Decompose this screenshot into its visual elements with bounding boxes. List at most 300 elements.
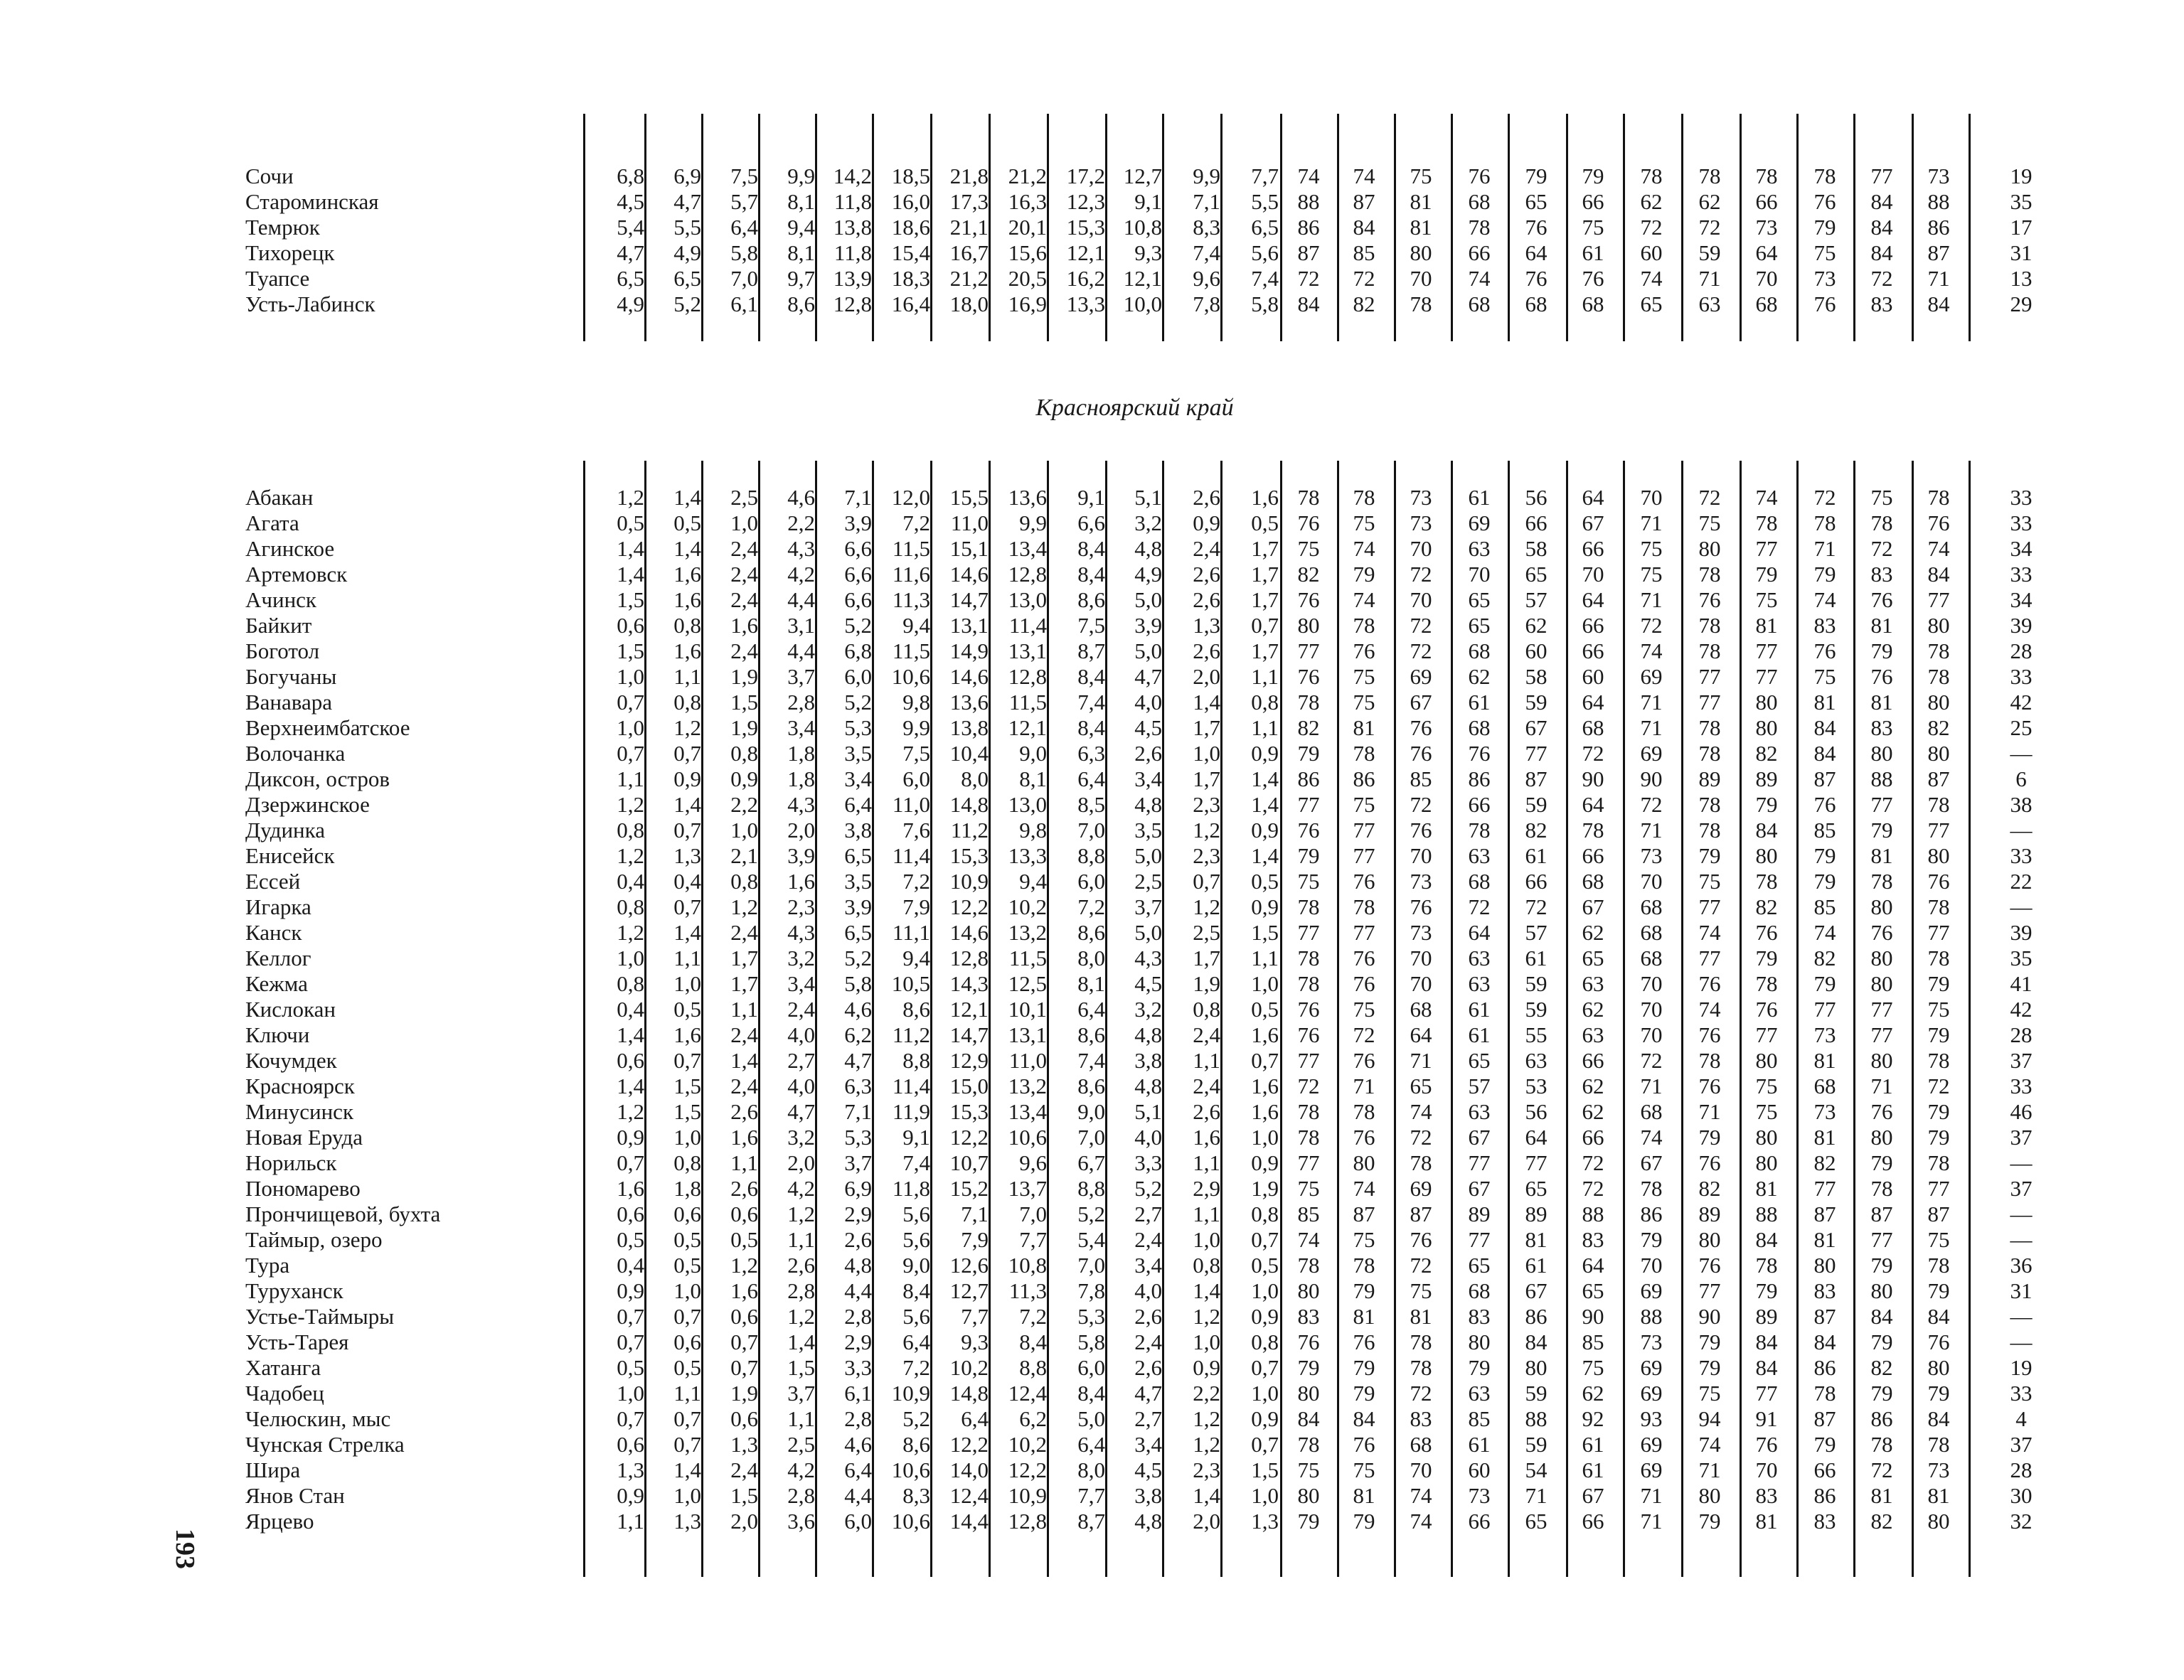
temp-cell: 1,4 <box>673 792 701 817</box>
station-name: Староминская <box>245 189 379 214</box>
table-row <box>0 536 2184 562</box>
station-name: Артемовск <box>245 562 348 587</box>
extra-cell: 25 <box>2010 715 2033 740</box>
humidity-cell: 87 <box>1927 766 1950 791</box>
temp-cell: 1,1 <box>1251 715 1279 740</box>
temp-cell: 1,0 <box>617 1381 644 1406</box>
temp-cell: 10,7 <box>949 1150 989 1175</box>
humidity-cell: 78 <box>1640 1176 1663 1201</box>
humidity-cell: 61 <box>1468 997 1491 1022</box>
humidity-cell: 71 <box>1698 266 1721 291</box>
humidity-cell: 74 <box>1353 587 1375 612</box>
temp-cell: 15,6 <box>1008 240 1047 265</box>
temp-cell: 7,4 <box>1077 1048 1105 1073</box>
temp-cell: 13,8 <box>949 715 989 740</box>
temp-cell: 10,6 <box>891 664 930 689</box>
temp-cell: 0,8 <box>1193 997 1220 1022</box>
temp-cell: 0,6 <box>617 1202 644 1226</box>
temp-cell: 5,2 <box>844 946 872 970</box>
humidity-cell: 79 <box>1297 843 1320 868</box>
humidity-cell: 76 <box>1698 1150 1721 1175</box>
humidity-cell: 81 <box>1870 613 1893 638</box>
humidity-cell: 84 <box>1297 291 1320 316</box>
temp-cell: 7,6 <box>902 818 930 842</box>
humidity-cell: 82 <box>1870 1509 1893 1534</box>
temp-cell: 1,6 <box>730 613 758 638</box>
humidity-cell: 75 <box>1640 562 1663 587</box>
humidity-cell: 78 <box>1927 1048 1950 1073</box>
humidity-cell: 71 <box>1640 510 1663 535</box>
temp-cell: 0,7 <box>673 894 701 919</box>
humidity-cell: 83 <box>1297 1304 1320 1329</box>
humidity-cell: 78 <box>1468 215 1491 240</box>
humidity-cell: 76 <box>1297 510 1320 535</box>
humidity-cell: 65 <box>1525 562 1548 587</box>
extra-cell: 41 <box>2010 971 2033 996</box>
temp-cell: 11,4 <box>892 1074 930 1098</box>
table-row <box>0 1074 2184 1099</box>
humidity-cell: 81 <box>1755 1509 1778 1534</box>
temp-cell: 5,3 <box>844 715 872 740</box>
temp-cell: 5,8 <box>844 971 872 996</box>
station-name: Канск <box>245 920 302 945</box>
humidity-cell: 79 <box>1927 1022 1950 1047</box>
temp-cell: 8,1 <box>787 240 815 265</box>
humidity-cell: 80 <box>1698 1483 1721 1508</box>
humidity-cell: 70 <box>1410 843 1432 868</box>
humidity-cell: 76 <box>1353 1432 1375 1457</box>
temp-cell: 4,8 <box>1134 792 1162 817</box>
temp-cell: 3,4 <box>1134 766 1162 791</box>
humidity-cell: 63 <box>1468 536 1491 561</box>
station-name: Норильск <box>245 1150 337 1175</box>
humidity-cell: 71 <box>1640 587 1663 612</box>
temp-cell: 1,1 <box>1193 1202 1220 1226</box>
temp-cell: 11,9 <box>892 1099 930 1124</box>
temp-cell: 1,6 <box>617 1176 644 1201</box>
temp-cell: 3,2 <box>1134 997 1162 1022</box>
temp-cell: 1,6 <box>730 1278 758 1303</box>
humidity-cell: 77 <box>1755 638 1778 663</box>
temp-cell: 4,3 <box>787 792 815 817</box>
temp-cell: 8,4 <box>1077 664 1105 689</box>
extra-cell: 42 <box>2010 690 2033 715</box>
temp-cell: 5,8 <box>1251 291 1279 316</box>
humidity-cell: 87 <box>1813 766 1836 791</box>
temp-cell: 9,0 <box>902 1253 930 1278</box>
temp-cell: 1,2 <box>787 1304 815 1329</box>
temp-cell: 4,9 <box>1134 562 1162 587</box>
humidity-cell: 79 <box>1755 946 1778 970</box>
temp-cell: 2,3 <box>1193 1457 1220 1482</box>
temp-cell: 6,2 <box>1019 1406 1047 1431</box>
humidity-cell: 73 <box>1813 1022 1836 1047</box>
extra-cell: — <box>2010 1304 2033 1329</box>
extra-cell: 34 <box>2010 536 2033 561</box>
humidity-cell: 77 <box>1813 997 1836 1022</box>
temp-cell: 2,8 <box>844 1406 872 1431</box>
temp-cell: 0,6 <box>673 1202 701 1226</box>
humidity-cell: 81 <box>1813 1227 1836 1252</box>
humidity-cell: 60 <box>1525 638 1548 663</box>
humidity-cell: 71 <box>1353 1074 1375 1098</box>
temp-cell: 1,3 <box>617 1457 644 1482</box>
temp-cell: 15,3 <box>1066 215 1105 240</box>
temp-cell: 1,6 <box>1193 1125 1220 1150</box>
temp-cell: 1,7 <box>730 971 758 996</box>
humidity-cell: 66 <box>1582 1125 1604 1150</box>
humidity-cell: 76 <box>1813 792 1836 817</box>
table-row <box>0 510 2184 536</box>
humidity-cell: 79 <box>1525 164 1548 188</box>
humidity-cell: 79 <box>1813 562 1836 587</box>
humidity-cell: 78 <box>1410 1150 1432 1175</box>
temp-cell: 8,8 <box>1077 1176 1105 1201</box>
temp-cell: 5,4 <box>617 215 644 240</box>
temp-cell: 10,8 <box>1123 215 1162 240</box>
temp-cell: 1,5 <box>617 638 644 663</box>
humidity-cell: 79 <box>1353 1278 1375 1303</box>
humidity-cell: 73 <box>1640 843 1663 868</box>
temp-cell: 4,7 <box>844 1048 872 1073</box>
temp-cell: 3,2 <box>1134 510 1162 535</box>
temp-cell: 9,1 <box>1077 485 1105 510</box>
temp-cell: 8,6 <box>902 1432 930 1457</box>
temp-cell: 6,0 <box>844 664 872 689</box>
humidity-cell: 60 <box>1640 240 1663 265</box>
humidity-cell: 90 <box>1698 1304 1721 1329</box>
humidity-cell: 78 <box>1927 894 1950 919</box>
humidity-cell: 78 <box>1870 1432 1893 1457</box>
temp-cell: 0,5 <box>1251 510 1279 535</box>
temp-cell: 12,2 <box>1008 1457 1047 1482</box>
humidity-cell: 66 <box>1582 613 1604 638</box>
humidity-cell: 65 <box>1468 1048 1491 1073</box>
temp-cell: 6,4 <box>844 1457 872 1482</box>
temp-cell: 9,9 <box>1193 164 1220 188</box>
humidity-cell: 76 <box>1927 869 1950 894</box>
temp-cell: 8,4 <box>1019 1329 1047 1354</box>
table-row <box>0 613 2184 638</box>
humidity-cell: 79 <box>1297 741 1320 766</box>
humidity-cell: 62 <box>1582 920 1604 945</box>
extra-cell: 17 <box>2010 215 2033 240</box>
temp-cell: 7,0 <box>1077 1125 1105 1150</box>
temp-cell: 0,6 <box>730 1304 758 1329</box>
humidity-cell: 79 <box>1640 1227 1663 1252</box>
temp-cell: 10,8 <box>1008 1253 1047 1278</box>
temp-cell: 2,9 <box>844 1329 872 1354</box>
humidity-cell: 74 <box>1297 1227 1320 1252</box>
humidity-cell: 78 <box>1297 1432 1320 1457</box>
humidity-cell: 60 <box>1582 664 1604 689</box>
humidity-cell: 69 <box>1410 664 1432 689</box>
temp-cell: 2,4 <box>730 1022 758 1047</box>
humidity-cell: 66 <box>1525 869 1548 894</box>
temp-cell: 1,2 <box>1193 1406 1220 1431</box>
humidity-cell: 94 <box>1698 1406 1721 1431</box>
humidity-cell: 84 <box>1927 562 1950 587</box>
temp-cell: 5,8 <box>730 240 758 265</box>
temp-cell: 4,0 <box>1134 1278 1162 1303</box>
temp-cell: 5,0 <box>1134 843 1162 868</box>
temp-cell: 0,7 <box>617 741 644 766</box>
humidity-cell: 88 <box>1297 189 1320 214</box>
extra-cell: 37 <box>2010 1125 2033 1150</box>
temp-cell: 0,9 <box>617 1483 644 1508</box>
temp-cell: 12,8 <box>1008 562 1047 587</box>
extra-cell: 37 <box>2010 1432 2033 1457</box>
temp-cell: 7,5 <box>1077 613 1105 638</box>
humidity-cell: 87 <box>1813 1406 1836 1431</box>
humidity-cell: 74 <box>1410 1099 1432 1124</box>
extra-cell: 33 <box>2010 485 2033 510</box>
temp-cell: 16,3 <box>1008 189 1047 214</box>
humidity-cell: 84 <box>1297 1406 1320 1431</box>
humidity-cell: 75 <box>1410 164 1432 188</box>
temp-cell: 2,4 <box>1134 1227 1162 1252</box>
extra-cell: 6 <box>2015 766 2027 791</box>
temp-cell: 1,4 <box>787 1329 815 1354</box>
humidity-cell: 71 <box>1640 690 1663 715</box>
humidity-cell: 86 <box>1927 215 1950 240</box>
humidity-cell: 66 <box>1582 638 1604 663</box>
temp-cell: 3,4 <box>1134 1253 1162 1278</box>
humidity-cell: 59 <box>1525 1381 1548 1406</box>
humidity-cell: 84 <box>1927 1304 1950 1329</box>
table-row <box>0 818 2184 843</box>
temp-cell: 1,7 <box>1251 587 1279 612</box>
temp-cell: 12,1 <box>1123 266 1162 291</box>
temp-cell: 1,0 <box>1251 971 1279 996</box>
humidity-cell: 85 <box>1297 1202 1320 1226</box>
humidity-cell: 68 <box>1468 1278 1491 1303</box>
temp-cell: 1,1 <box>787 1406 815 1431</box>
temp-cell: 5,0 <box>1134 638 1162 663</box>
humidity-cell: 88 <box>1640 1304 1663 1329</box>
temp-cell: 7,1 <box>844 485 872 510</box>
station-name: Кочумдек <box>245 1048 337 1073</box>
humidity-cell: 78 <box>1927 1432 1950 1457</box>
temp-cell: 2,5 <box>1193 920 1220 945</box>
humidity-cell: 78 <box>1870 1176 1893 1201</box>
temp-cell: 1,2 <box>730 894 758 919</box>
humidity-cell: 70 <box>1640 1022 1663 1047</box>
humidity-cell: 88 <box>1927 189 1950 214</box>
station-name: Агинское <box>245 536 335 561</box>
humidity-cell: 74 <box>1353 164 1375 188</box>
humidity-cell: 76 <box>1698 1074 1721 1098</box>
humidity-cell: 70 <box>1640 485 1663 510</box>
temp-cell: 4,3 <box>787 536 815 561</box>
table-row <box>0 1432 2184 1457</box>
temp-cell: 8,3 <box>902 1483 930 1508</box>
temp-cell: 0,7 <box>1251 1227 1279 1252</box>
humidity-cell: 78 <box>1297 1125 1320 1150</box>
station-name: Кислокан <box>245 997 336 1022</box>
temp-cell: 1,0 <box>1193 741 1220 766</box>
humidity-cell: 77 <box>1870 1022 1893 1047</box>
temp-cell: 1,4 <box>1193 1278 1220 1303</box>
humidity-cell: 74 <box>1698 997 1721 1022</box>
temp-cell: 0,6 <box>617 1048 644 1073</box>
temp-cell: 6,1 <box>730 291 758 316</box>
humidity-cell: 66 <box>1582 536 1604 561</box>
humidity-cell: 77 <box>1927 1176 1950 1201</box>
temp-cell: 14,6 <box>949 920 989 945</box>
temp-cell: 18,5 <box>891 164 930 188</box>
temp-cell: 0,7 <box>730 1355 758 1380</box>
temp-cell: 1,2 <box>673 715 701 740</box>
humidity-cell: 77 <box>1755 664 1778 689</box>
temp-cell: 1,0 <box>617 946 644 970</box>
humidity-cell: 74 <box>1297 164 1320 188</box>
temp-cell: 4,5 <box>1134 971 1162 996</box>
temp-cell: 16,0 <box>891 189 930 214</box>
station-name: Тура <box>245 1253 290 1278</box>
humidity-cell: 78 <box>1698 1048 1721 1073</box>
temp-cell: 1,5 <box>673 1099 701 1124</box>
humidity-cell: 75 <box>1297 1457 1320 1482</box>
temp-cell: 15,2 <box>949 1176 989 1201</box>
humidity-cell: 86 <box>1525 1304 1548 1329</box>
temp-cell: 10,0 <box>1123 291 1162 316</box>
humidity-cell: 72 <box>1870 1457 1893 1482</box>
humidity-cell: 79 <box>1468 1355 1491 1380</box>
humidity-cell: 65 <box>1410 1074 1432 1098</box>
humidity-cell: 80 <box>1870 946 1893 970</box>
temp-cell: 1,7 <box>1193 946 1220 970</box>
humidity-cell: 59 <box>1698 240 1721 265</box>
temp-cell: 0,9 <box>673 766 701 791</box>
humidity-cell: 72 <box>1297 266 1320 291</box>
humidity-cell: 72 <box>1640 215 1663 240</box>
temp-cell: 1,1 <box>730 1150 758 1175</box>
humidity-cell: 85 <box>1582 1329 1604 1354</box>
humidity-cell: 74 <box>1640 266 1663 291</box>
humidity-cell: 86 <box>1353 766 1375 791</box>
extra-cell: 42 <box>2010 997 2033 1022</box>
temp-cell: 6,9 <box>673 164 701 188</box>
station-name: Енисейск <box>245 843 335 868</box>
humidity-cell: 74 <box>1698 920 1721 945</box>
humidity-cell: 70 <box>1410 266 1432 291</box>
extra-cell: 33 <box>2010 843 2033 868</box>
station-name: Темрюк <box>245 215 320 240</box>
temp-cell: 3,7 <box>1134 894 1162 919</box>
temp-cell: 1,5 <box>1251 920 1279 945</box>
humidity-cell: 74 <box>1410 1509 1432 1534</box>
extra-cell: 36 <box>2010 1253 2033 1278</box>
humidity-cell: 77 <box>1755 1022 1778 1047</box>
temp-cell: 0,7 <box>673 1304 701 1329</box>
extra-cell: 33 <box>2010 664 2033 689</box>
humidity-cell: 81 <box>1870 1483 1893 1508</box>
humidity-cell: 80 <box>1297 1381 1320 1406</box>
temp-cell: 10,9 <box>949 869 989 894</box>
humidity-cell: 75 <box>1410 1278 1432 1303</box>
table-row <box>0 1099 2184 1125</box>
temp-cell: 5,4 <box>1077 1227 1105 1252</box>
temp-cell: 0,5 <box>673 1253 701 1278</box>
humidity-cell: 89 <box>1698 766 1721 791</box>
humidity-cell: 79 <box>1353 1355 1375 1380</box>
humidity-cell: 81 <box>1525 1227 1548 1252</box>
humidity-cell: 56 <box>1525 485 1548 510</box>
temp-cell: 4,4 <box>787 638 815 663</box>
temp-cell: 18,6 <box>891 215 930 240</box>
temp-cell: 12,6 <box>949 1253 989 1278</box>
temp-cell: 11,2 <box>892 1022 930 1047</box>
temp-cell: 6,4 <box>1077 1432 1105 1457</box>
temp-cell: 1,2 <box>1193 1304 1220 1329</box>
table-row <box>0 562 2184 587</box>
temp-cell: 1,8 <box>787 766 815 791</box>
humidity-cell: 66 <box>1582 189 1604 214</box>
temp-cell: 1,2 <box>617 920 644 945</box>
temp-cell: 2,6 <box>1193 1099 1220 1124</box>
table-row <box>0 766 2184 792</box>
temp-cell: 12,2 <box>949 1432 989 1457</box>
humidity-cell: 73 <box>1813 266 1836 291</box>
temp-cell: 0,6 <box>617 1432 644 1457</box>
temp-cell: 1,4 <box>617 536 644 561</box>
humidity-cell: 67 <box>1468 1176 1491 1201</box>
humidity-cell: 84 <box>1813 741 1836 766</box>
humidity-cell: 63 <box>1468 946 1491 970</box>
temp-cell: 9,1 <box>1134 189 1162 214</box>
temp-cell: 4,5 <box>1134 1457 1162 1482</box>
temp-cell: 7,0 <box>1077 1253 1105 1278</box>
temp-cell: 1,5 <box>787 1355 815 1380</box>
humidity-cell: 87 <box>1353 189 1375 214</box>
humidity-cell: 68 <box>1410 1432 1432 1457</box>
temp-cell: 5,2 <box>1077 1202 1105 1226</box>
humidity-cell: 75 <box>1927 997 1950 1022</box>
temp-cell: 9,6 <box>1019 1150 1047 1175</box>
temp-cell: 1,0 <box>1251 1278 1279 1303</box>
humidity-cell: 71 <box>1640 1483 1663 1508</box>
temp-cell: 2,0 <box>787 1150 815 1175</box>
temp-cell: 10,5 <box>891 971 930 996</box>
humidity-cell: 64 <box>1582 792 1604 817</box>
temp-cell: 13,1 <box>1008 1022 1047 1047</box>
humidity-cell: 76 <box>1410 741 1432 766</box>
humidity-cell: 65 <box>1525 1176 1548 1201</box>
temp-cell: 11,3 <box>1008 1278 1047 1303</box>
humidity-cell: 73 <box>1755 215 1778 240</box>
humidity-cell: 74 <box>1353 536 1375 561</box>
temp-cell: 0,8 <box>673 613 701 638</box>
humidity-cell: 66 <box>1525 510 1548 535</box>
humidity-cell: 65 <box>1582 1278 1604 1303</box>
station-name: Ачинск <box>245 587 316 612</box>
temp-cell: 13,0 <box>1008 587 1047 612</box>
humidity-cell: 57 <box>1525 587 1548 612</box>
extra-cell: 33 <box>2010 1381 2033 1406</box>
humidity-cell: 60 <box>1468 1457 1491 1482</box>
humidity-cell: 68 <box>1640 894 1663 919</box>
humidity-cell: 78 <box>1698 741 1721 766</box>
humidity-cell: 72 <box>1640 613 1663 638</box>
humidity-cell: 73 <box>1927 1457 1950 1482</box>
humidity-cell: 76 <box>1353 971 1375 996</box>
temp-cell: 0,9 <box>1251 741 1279 766</box>
humidity-cell: 82 <box>1813 1150 1836 1175</box>
humidity-cell: 61 <box>1582 1432 1604 1457</box>
humidity-cell: 69 <box>1640 1278 1663 1303</box>
station-name: Абакан <box>245 485 314 510</box>
